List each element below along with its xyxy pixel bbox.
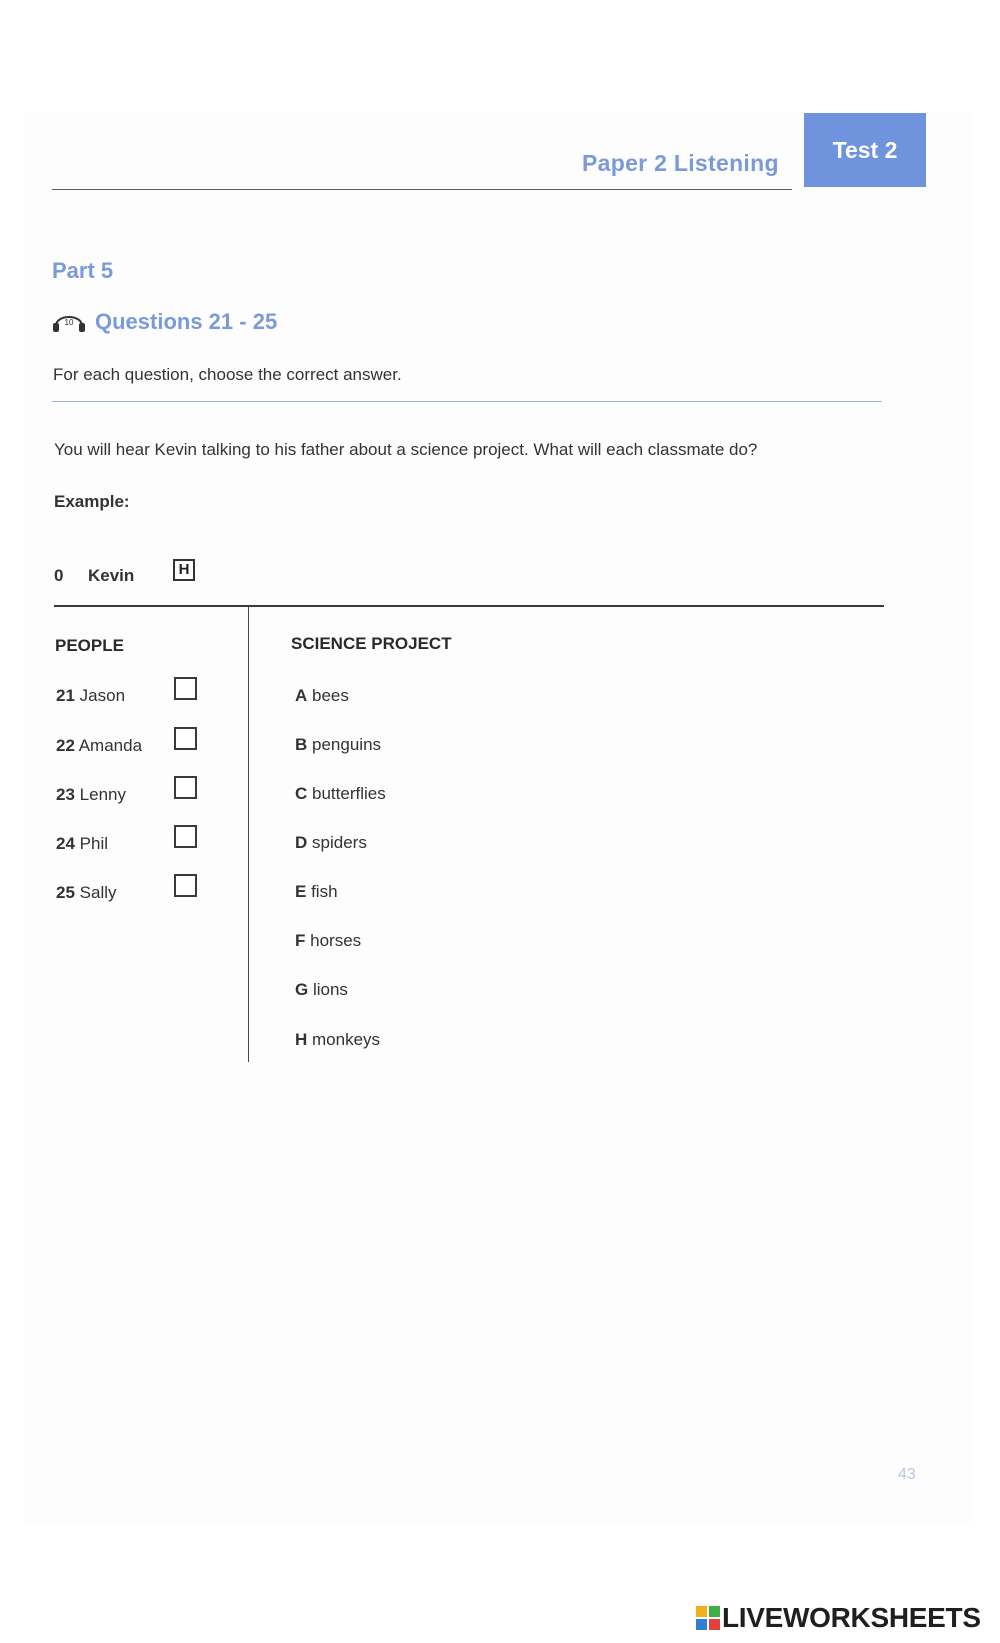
part-title: Part 5 [52,258,114,283]
question-number: 25 [56,883,75,902]
person-row [56,883,117,903]
answer-box-21[interactable] [174,677,197,700]
context-text: You will hear Kevin talking to his father about a science project. What will each classmate do? [54,440,758,459]
answer-box-23[interactable] [174,776,197,799]
table-top-rule [54,605,884,607]
option-text: bees [312,686,349,705]
person-row [56,785,126,805]
option-item [295,931,361,951]
people-heading: PEOPLE [55,636,124,655]
science-project-heading: SCIENCE PROJECT [291,634,452,653]
question-number: 24 [56,834,75,853]
question-number: 22 [56,736,75,755]
paper-title: Paper 2 Listening [582,150,779,176]
header-divider [52,189,792,190]
person-row [56,736,142,756]
option-text: butterflies [312,784,386,803]
option-item [295,980,348,1000]
answer-box-22[interactable] [174,727,197,750]
instruction-divider [52,401,882,402]
option-letter: D [295,833,308,852]
option-text: penguins [312,735,382,754]
option-item [295,686,349,706]
person-name: Lenny [79,785,126,804]
option-letter: B [295,735,308,754]
option-item [295,833,367,853]
option-text: monkeys [312,1030,381,1049]
brand-grid-icon [696,1606,720,1630]
option-letter: C [295,784,308,803]
option-letter: F [295,931,306,950]
instruction-text: For each question, choose the correct answer. [53,365,402,384]
answer-box-24[interactable] [174,825,197,848]
brand-name: LIVEWORKSHEETS [722,1602,981,1633]
person-row [56,686,125,706]
example-number: 0 [54,566,64,585]
person-name: Phil [79,834,109,853]
option-letter: H [295,1030,308,1049]
headphones-icon [52,308,86,334]
liveworksheets-logo[interactable] [696,1601,981,1635]
option-item [295,1030,380,1050]
example-name: Kevin [88,566,135,585]
test-tab: Test 2 [804,113,926,187]
option-item [295,882,338,902]
example-row [54,566,134,586]
option-text: horses [310,931,362,950]
question-number: 21 [56,686,75,705]
example-label: Example: [54,492,130,511]
option-text: fish [311,882,338,901]
example-answer-box: H [173,559,195,581]
answer-box-25[interactable] [174,874,197,897]
questions-title: Questions 21 - 25 [95,309,278,334]
page-number: 43 [898,1466,916,1483]
person-name: Amanda [78,736,143,755]
option-text: spiders [312,833,367,852]
question-number: 23 [56,785,75,804]
option-letter: A [295,686,308,705]
option-item [295,784,386,804]
audio-track-number: 10 [64,318,74,327]
option-item [295,735,381,755]
column-divider [248,607,249,1062]
option-letter: G [295,980,309,999]
person-row [56,834,108,854]
person-name: Sally [79,883,117,902]
option-letter: E [295,882,307,901]
person-name: Jason [79,686,126,705]
option-text: lions [312,980,348,999]
